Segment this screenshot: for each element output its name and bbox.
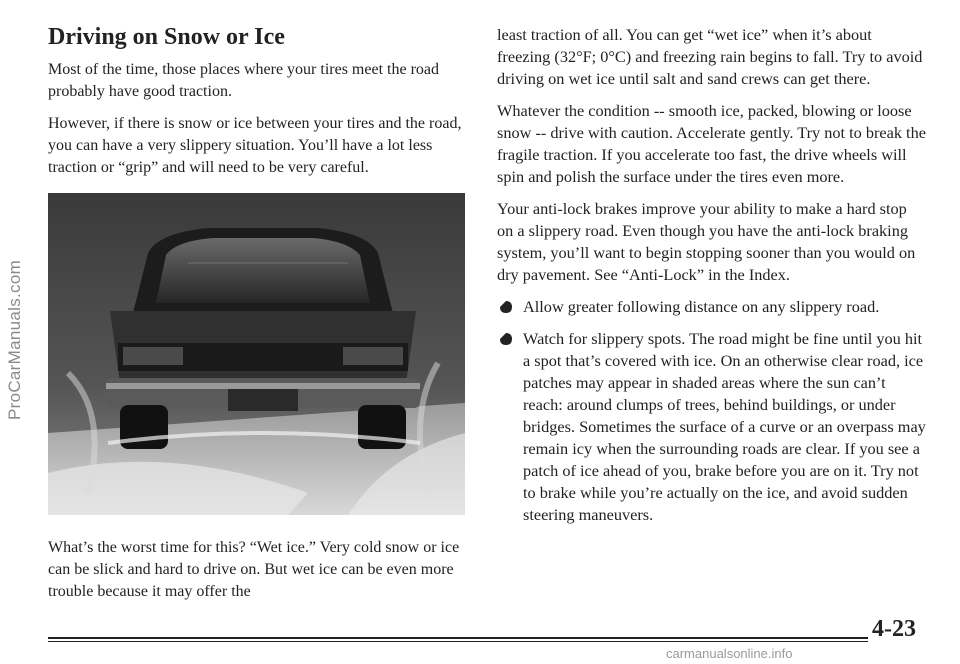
car-on-ice-illustration [48,193,465,515]
paragraph: Most of the time, those places where your tires meet the road probably have good traction. [48,61,439,100]
car-rear-image [48,193,465,515]
bullet-icon [500,333,512,345]
bullet-text: Watch for slippery spots. The road might be fine until you hit a spot that’s covered with ice. On an otherwise clear road, ice patches may appear in shaded areas where the sun can’t reach: around clumps of trees, behind buildings, or under bridges. Sometimes the surface of a curve or an overpass may remain icy when the surrounding roads are clear. If you see a patch of ice ahead of you, brake before you are on it. Try not to brake while you’re actually on the ice, and avoid sudden steering maneuvers. [523,329,926,524]
footer-rule [48,637,868,639]
paragraph: What’s the worst time for this? “Wet ice.” Very cold snow or ice can be slick and hard to drive on. But wet ice can be even more trouble because it may offer the [48,539,460,600]
bullet-item [497,328,927,526]
bullet-icon [500,301,512,313]
left-column [48,24,473,613]
footer-rule-thin [48,641,868,642]
paragraph: least traction of all. You can get “wet ice” when it’s about freezing (32°F; 0°C) and freezing rain begins to fall. Try to avoid driving on wet ice until salt and sand crews can get there. [497,25,923,88]
watermark: ProCarManuals.com [5,259,24,421]
page-number: 4-23 [872,616,916,642]
site-credit: carmanualsonline.info [666,646,793,661]
paragraph: Whatever the condition -- smooth ice, packed, blowing or loose snow -- drive with caution. Accelerate gently. Try not to break the fragile traction. If you accelerate too fast, the drive wheels will spin and polish the surface under the tires even more. [497,101,926,186]
section-heading: Driving on Snow or Ice [48,24,285,50]
right-column [497,24,927,536]
paragraph: Your anti-lock brakes improve your ability to make a hard stop on a slippery road. Even though you have the anti-lock braking system, you’ll want to begin stopping sooner than you would on dry pavement. See “Anti-Lock” in the Index. [497,199,916,284]
paragraph: However, if there is snow or ice between your tires and the road, you can have a very slippery situation. You’ll have a lot less traction or “grip” and will need to be very careful. [48,115,462,176]
bullet-text: Allow greater following distance on any slippery road. [523,297,880,316]
bullet-item [497,296,927,318]
